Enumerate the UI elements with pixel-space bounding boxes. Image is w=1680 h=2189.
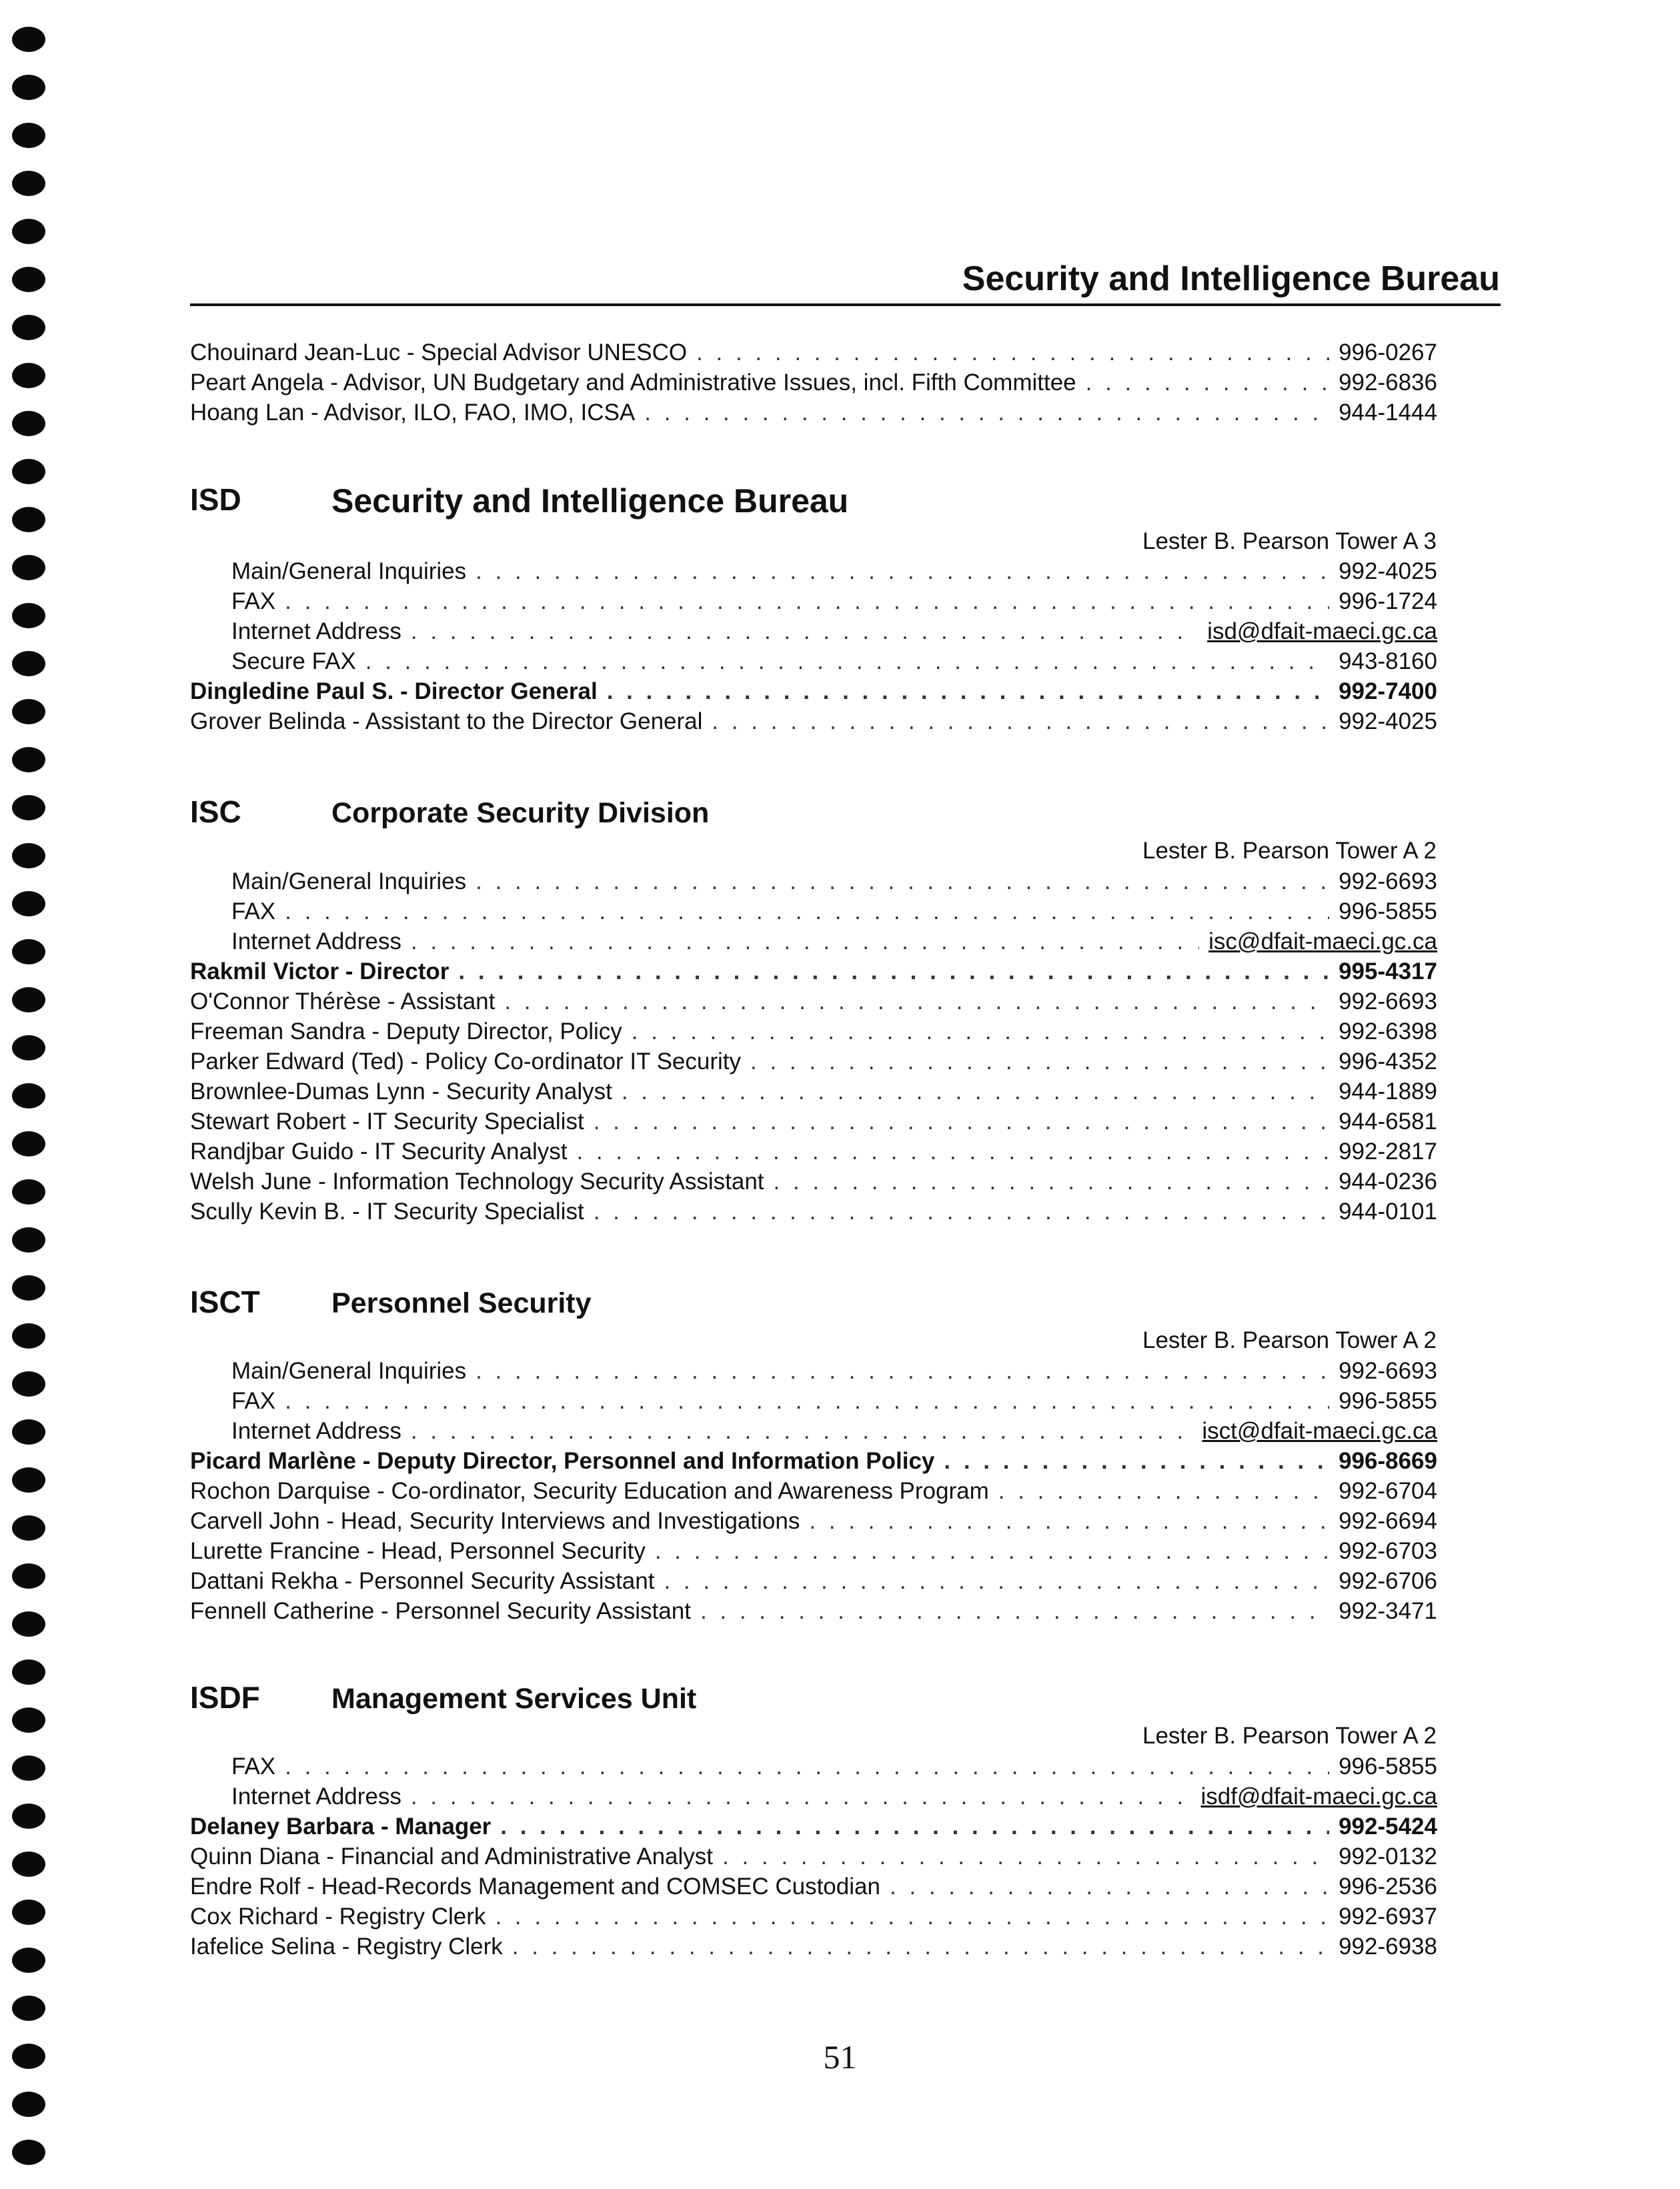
binder-hole [12, 315, 45, 340]
entry-phone: 944-0101 [1339, 1199, 1437, 1225]
entry-phone: 996-5855 [1339, 1753, 1437, 1779]
directory-entry [231, 1385, 1437, 1415]
entry-name: Cox Richard - Registry Clerk [190, 1904, 486, 1930]
binder-hole [12, 267, 45, 292]
entry-name: FAX [231, 898, 276, 924]
binder-hole [12, 651, 45, 676]
entry-name: FAX [231, 1753, 276, 1779]
dot-leader [632, 1018, 1329, 1046]
binder-hole [12, 27, 45, 52]
directory-entry [231, 585, 1437, 616]
binder-hole [12, 699, 45, 724]
binder-hole [12, 1996, 45, 2021]
binder-hole [12, 795, 45, 820]
dot-leader [504, 988, 1329, 1016]
dot-leader [285, 898, 1329, 926]
entry-phone: 996-2536 [1339, 1874, 1437, 1900]
directory-entry [190, 1930, 1437, 1961]
section-location: Lester B. Pearson Tower A 2 [1142, 1723, 1437, 1749]
dot-leader [644, 399, 1329, 427]
binder-hole [12, 1275, 45, 1301]
binder-hole [12, 363, 45, 388]
dot-leader [411, 1783, 1192, 1811]
entry-name: Parker Edward (Ted) - Policy Co-ordinator IT Security [190, 1048, 742, 1074]
entry-name: FAX [231, 1388, 276, 1414]
dot-leader [998, 1477, 1329, 1505]
binder-hole [12, 1948, 45, 1973]
email-link[interactable]: isc@dfait-maeci.gc.ca [1208, 928, 1437, 954]
directory-entry [231, 1780, 1437, 1811]
entry-phone: 992-4025 [1339, 558, 1437, 584]
entry-phone: 996-5855 [1339, 1388, 1437, 1414]
dot-leader [722, 1843, 1329, 1871]
entry-phone: 992-2817 [1339, 1139, 1437, 1165]
entry-name: Dingledine Paul S. - Director General [190, 678, 598, 704]
entry-phone: 992-6937 [1339, 1904, 1437, 1930]
section-location: Lester B. Pearson Tower A 2 [1142, 1327, 1437, 1353]
binder-hole [12, 1707, 45, 1733]
binder-hole [12, 411, 45, 436]
entry-name: Hoang Lan - Advisor, ILO, FAO, IMO, ICSA [190, 400, 636, 426]
entry-phone: 992-6694 [1339, 1508, 1437, 1534]
section-title: Personnel Security [331, 1287, 592, 1319]
binder-hole [12, 2140, 45, 2165]
directory-entry [190, 1045, 1437, 1076]
entry-phone: 992-6693 [1339, 1358, 1437, 1384]
directory-entry [190, 336, 1437, 367]
directory-entry [190, 1165, 1437, 1196]
entry-name: FAX [231, 588, 276, 614]
email-link[interactable]: isct@dfait-maeci.gc.ca [1202, 1418, 1437, 1444]
dot-leader [500, 1813, 1329, 1841]
entry-name: Lurette Francine - Head, Personnel Security [190, 1538, 646, 1564]
entry-phone: 944-1889 [1339, 1078, 1437, 1105]
dot-leader [712, 708, 1329, 736]
entry-name: Internet Address [231, 1418, 401, 1444]
dot-leader [774, 1168, 1330, 1196]
directory-entry [190, 1840, 1437, 1871]
entry-name: Scully Kevin B. - IT Security Specialist [190, 1199, 584, 1225]
entry-name: Internet Address [231, 618, 401, 644]
entry-phone: 996-5855 [1339, 898, 1437, 924]
dot-leader [458, 958, 1329, 986]
entry-phone: 944-6581 [1339, 1109, 1437, 1135]
dot-leader [365, 648, 1329, 676]
entry-name: Main/General Inquiries [231, 868, 467, 894]
directory-entry [190, 1900, 1437, 1931]
directory-entry [190, 1105, 1437, 1136]
binder-hole [12, 1852, 45, 1877]
directory-entry [190, 1135, 1437, 1166]
binder-hole [12, 1083, 45, 1109]
entry-name: Dattani Rekha - Personnel Security Assistant [190, 1568, 655, 1594]
binder-hole [12, 1563, 45, 1589]
entry-phone: 992-6704 [1339, 1478, 1437, 1504]
binder-hole [12, 123, 45, 148]
entry-phone: 992-3471 [1339, 1598, 1437, 1624]
dot-leader [622, 1078, 1329, 1106]
binder-hole [12, 843, 45, 868]
entry-phone: 992-6693 [1339, 868, 1437, 894]
binder-hole [12, 1227, 45, 1253]
directory-entry [231, 1355, 1437, 1385]
binder-hole [12, 219, 45, 244]
entry-name: Main/General Inquiries [231, 1358, 467, 1384]
dot-leader [696, 339, 1329, 367]
entry-phone: 992-6836 [1339, 370, 1437, 396]
section-title: Corporate Security Division [331, 797, 710, 829]
binder-hole [12, 891, 45, 916]
email-link[interactable]: isdf@dfait-maeci.gc.ca [1200, 1783, 1437, 1809]
entry-phone: 944-0236 [1339, 1169, 1437, 1195]
directory-entry [231, 895, 1437, 926]
entry-name: Chouinard Jean-Luc - Special Advisor UNESCO [190, 339, 688, 366]
binder-hole [12, 2092, 45, 2117]
binder-hole [12, 507, 45, 532]
directory-entry [190, 1595, 1437, 1625]
binder-hole [12, 747, 45, 772]
directory-entry [190, 1565, 1437, 1595]
dot-leader [411, 618, 1198, 646]
dot-leader [576, 1138, 1329, 1166]
entry-name: Randjbar Guido - IT Security Analyst [190, 1139, 568, 1165]
entry-name: Rakmil Victor - Director [190, 958, 450, 984]
dot-leader [476, 558, 1329, 586]
entry-phone: 992-6938 [1339, 1934, 1437, 1960]
dot-leader [655, 1537, 1329, 1565]
directory-entry [190, 1015, 1437, 1046]
entry-phone: 996-0267 [1339, 339, 1437, 366]
binder-hole [12, 939, 45, 964]
directory-entry [190, 1810, 1437, 1841]
binder-hole [12, 171, 45, 196]
directory-entry [231, 1415, 1437, 1445]
dot-leader [700, 1597, 1329, 1625]
entry-name: Peart Angela - Advisor, UN Budgetary and Administrative Issues, incl. Fifth Committee [190, 370, 1076, 396]
dot-leader [594, 1198, 1329, 1226]
entry-phone: 992-6398 [1339, 1018, 1437, 1044]
dot-leader [809, 1507, 1329, 1535]
binder-hole [12, 1323, 45, 1349]
entry-name: Brownlee-Dumas Lynn - Security Analyst [190, 1078, 612, 1105]
binder-hole [12, 1515, 45, 1541]
binder-hole [12, 459, 45, 484]
entry-phone: 944-1444 [1339, 400, 1437, 426]
section-location: Lester B. Pearson Tower A 2 [1142, 838, 1437, 864]
entry-name: Quinn Diana - Financial and Administrative Analyst [190, 1844, 714, 1870]
entry-name: Picard Marlène - Deputy Director, Personnel and Information Policy [190, 1448, 935, 1474]
email-link[interactable]: isd@dfait-maeci.gc.ca [1207, 618, 1437, 644]
directory-entry [231, 1750, 1437, 1781]
directory-entry [231, 645, 1437, 676]
entry-name: Rochon Darquise - Co-ordinator, Security Education and Awareness Program [190, 1478, 989, 1504]
entry-phone: 992-5424 [1339, 1813, 1437, 1840]
entry-phone: 996-1724 [1339, 588, 1437, 614]
entry-name: Freeman Sandra - Deputy Director, Policy [190, 1018, 622, 1044]
directory-entry [190, 1445, 1437, 1475]
section-code: ISC [190, 794, 241, 829]
binder-hole [12, 1131, 45, 1157]
entry-phone: 992-6693 [1339, 988, 1437, 1014]
entry-name: O'Connor Thérèse - Assistant [190, 988, 496, 1014]
section-location: Lester B. Pearson Tower A 3 [1142, 528, 1437, 554]
directory-entry [190, 955, 1437, 986]
dot-leader [594, 1108, 1329, 1136]
page-number: 51 [823, 2038, 857, 2076]
binder-hole [12, 1659, 45, 1685]
binder-hole [12, 555, 45, 580]
binder-hole [12, 1611, 45, 1637]
entry-name: Secure FAX [231, 648, 356, 674]
dot-leader [285, 588, 1329, 616]
directory-entry [231, 615, 1437, 646]
entry-phone: 992-0132 [1339, 1844, 1437, 1870]
dot-leader [476, 868, 1329, 896]
dot-leader [476, 1357, 1329, 1385]
directory-entry [190, 396, 1437, 427]
dot-leader [512, 1933, 1329, 1961]
section-code: ISDF [190, 1680, 260, 1715]
directory-entry [231, 865, 1437, 896]
directory-entry [190, 1870, 1437, 1901]
binder-holes [12, 27, 48, 2181]
dot-leader [285, 1753, 1329, 1781]
dot-leader [944, 1447, 1329, 1475]
directory-entry [190, 366, 1437, 397]
binder-hole [12, 1419, 45, 1445]
binder-hole [12, 1803, 45, 1829]
binder-hole [12, 603, 45, 628]
dot-leader [285, 1387, 1329, 1415]
binder-hole [12, 1467, 45, 1493]
section-code: ISD [190, 482, 241, 517]
directory-entry [190, 1195, 1437, 1226]
binder-hole [12, 1035, 45, 1060]
dot-leader [411, 928, 1199, 956]
directory-entry [190, 1075, 1437, 1106]
binder-hole [12, 1755, 45, 1781]
entry-phone: 992-6706 [1339, 1568, 1437, 1594]
directory-entry [190, 1535, 1437, 1565]
binder-hole [12, 1371, 45, 1397]
directory-entry [231, 925, 1437, 956]
entry-phone: 992-4025 [1339, 708, 1437, 734]
entry-phone: 992-7400 [1339, 678, 1437, 704]
entry-name: Fennell Catherine - Personnel Security Assistant [190, 1598, 691, 1624]
dot-leader [607, 678, 1329, 706]
directory-entry [190, 1475, 1437, 1505]
entry-name: Carvell John - Head, Security Interviews and Investigations [190, 1508, 800, 1534]
directory-entry [190, 1505, 1437, 1535]
section-title: Security and Intelligence Bureau [331, 482, 849, 520]
dot-leader [495, 1903, 1329, 1931]
dot-leader [890, 1873, 1329, 1901]
directory-entry [190, 675, 1437, 706]
dot-leader [664, 1567, 1329, 1595]
dot-leader [1086, 369, 1329, 397]
dot-leader [411, 1417, 1193, 1445]
entry-phone: 996-8669 [1339, 1448, 1437, 1474]
dot-leader [750, 1048, 1329, 1076]
entry-name: Main/General Inquiries [231, 558, 467, 584]
entry-phone: 943-8160 [1339, 648, 1437, 674]
binder-hole [12, 75, 45, 100]
entry-phone: 992-6703 [1339, 1538, 1437, 1564]
entry-name: Iafelice Selina - Registry Clerk [190, 1934, 503, 1960]
binder-hole [12, 1900, 45, 1925]
entry-phone: 996-4352 [1339, 1048, 1437, 1074]
section-title: Management Services Unit [331, 1683, 697, 1715]
directory-entry [231, 555, 1437, 586]
entry-phone: 995-4317 [1339, 958, 1437, 984]
entry-name: Grover Belinda - Assistant to the Director General [190, 708, 703, 734]
directory-entry [190, 985, 1437, 1016]
entry-name: Endre Rolf - Head-Records Management and COMSEC Custodian [190, 1874, 880, 1900]
entry-name: Internet Address [231, 1783, 401, 1809]
entry-name: Delaney Barbara - Manager [190, 1813, 492, 1840]
entry-name: Welsh June - Information Technology Security Assistant [190, 1169, 764, 1195]
page-header-title: Security and Intelligence Bureau [962, 259, 1500, 298]
binder-hole [12, 987, 45, 1012]
directory-entry [190, 705, 1437, 736]
section-code: ISCT [190, 1285, 260, 1319]
binder-hole [12, 1179, 45, 1205]
entry-name: Internet Address [231, 928, 401, 954]
header-rule [190, 303, 1501, 306]
entry-name: Stewart Robert - IT Security Specialist [190, 1109, 584, 1135]
